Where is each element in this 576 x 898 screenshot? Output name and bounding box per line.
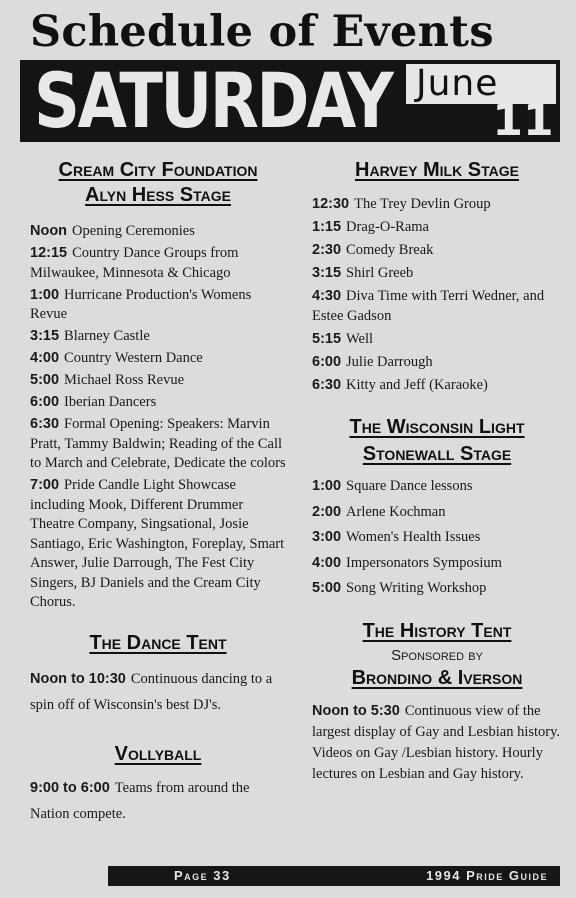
event-time: 4:30 (312, 288, 342, 304)
event-item (312, 353, 562, 373)
event-list (312, 195, 562, 395)
event-time: 5:00 (30, 372, 60, 388)
event-time: Noon to 10:30 (30, 670, 126, 687)
event-description: Country Western Dance (64, 350, 203, 366)
section-heading: Harvey Milk Stage (355, 159, 519, 181)
event-item (312, 554, 562, 574)
event-time: 6:30 (30, 416, 60, 432)
page-number: Page 33 (174, 868, 231, 883)
event-time: 2:30 (312, 242, 342, 258)
event-time: 4:00 (312, 554, 342, 571)
event-item (30, 327, 286, 347)
event-time: 4:00 (30, 350, 60, 366)
date-banner (20, 56, 560, 146)
event-item (30, 775, 286, 827)
event-description: The Trey Devlin Group (354, 196, 491, 212)
event-item (312, 264, 562, 284)
section-heading: The Dance Tent (89, 631, 227, 654)
event-item (312, 195, 562, 215)
event-time: 1:00 (312, 478, 342, 494)
event-time: 12:15 (30, 245, 68, 261)
event-description: Women's Health Issues (346, 529, 481, 545)
event-description: Michael Ross Revue (64, 372, 185, 388)
event-item (312, 330, 562, 350)
section-heading: The Wisconsin Light (349, 416, 525, 438)
event-description: Diva Time with Terri Wedner, and Estee Gadson (312, 288, 545, 324)
event-time: 2:00 (312, 503, 342, 520)
event-description: Comedy Break (346, 242, 434, 258)
event-description: Well (346, 330, 374, 347)
event-description: Impersonators Symposium (346, 554, 502, 571)
sponsored-by-label: Sponsored by (391, 646, 483, 664)
event-item (30, 244, 286, 283)
event-description: Song Writing Workshop (346, 580, 487, 596)
event-item (312, 503, 562, 523)
publication-name: 1994 Pride Guide (426, 868, 548, 883)
event-description: Drag-O-Rama (346, 219, 429, 235)
event-item (312, 477, 562, 497)
event-item (30, 222, 286, 242)
event-description: Formal Opening: Speakers: Marvin Pratt, Tammy Baldwin; Reading of the Call to March and Celebrate, Dedicate the colors (30, 416, 286, 471)
event-time: 5:15 (312, 330, 342, 347)
event-description: Shirl Greeb (346, 265, 414, 281)
page-footer (108, 866, 560, 886)
event-description: Kitty and Jeff (Karaoke) (346, 376, 488, 393)
event-time: 3:00 (312, 529, 342, 545)
event-time: Noon (30, 223, 68, 239)
event-time: 3:15 (30, 328, 60, 344)
event-description: Country Dance Groups from Milwaukee, Minnesota & Chicago (30, 245, 239, 281)
event-item (30, 393, 286, 413)
left-column (30, 158, 286, 827)
event-time: Noon to 5:30 (312, 702, 400, 719)
event-item (312, 376, 562, 396)
event-description: Continuous view of the largest display of Gay and Lesbian history. Videos on Gay /Lesbian history. Hourly lectures on Lesbian and Gay history. (312, 702, 561, 782)
section-heading: Cream City Foundation (58, 159, 258, 181)
event-time: 9:00 to 6:00 (30, 779, 110, 796)
event-description: Square Dance lessons (346, 478, 473, 494)
event-item (30, 371, 286, 391)
event-item (30, 286, 286, 325)
event-list (30, 222, 286, 613)
event-item (312, 528, 562, 548)
event-description: Teams from around the Nation compete. (30, 779, 250, 822)
event-time: 6:30 (312, 376, 342, 393)
sponsor-name: Brondino & Iverson (351, 666, 523, 689)
event-item (30, 476, 286, 613)
event-description: Blarney Castle (64, 328, 150, 344)
event-time: 12:30 (312, 196, 350, 212)
event-time: 5:00 (312, 580, 342, 596)
event-item (312, 241, 562, 261)
event-item (312, 287, 562, 326)
event-description: Opening Ceremonies (72, 223, 195, 239)
event-description: Arlene Kochman (346, 503, 446, 520)
event-item (312, 701, 562, 785)
event-description: Pride Candle Light Showcase including Mook, Different Drummer Theatre Company, Singsational, Josie Santiago, Eric Washington, Foreplay, Smart Answer, Julie Darrough, The Fest City Singers, BJ Daniels and the Cream City Chorus. (30, 477, 285, 610)
section-heading: Alyn Hess Stage (85, 184, 231, 206)
event-item (30, 415, 286, 474)
event-time: 7:00 (30, 477, 60, 493)
event-time: 1:15 (312, 219, 342, 235)
event-time: 1:00 (30, 286, 60, 303)
event-time: 3:15 (312, 265, 342, 281)
event-description: Continuous dancing to a spin off of Wisconsin's best DJ's. (30, 670, 273, 713)
event-item (312, 218, 562, 238)
day-of-week: SATURDAY (34, 56, 392, 145)
event-list (312, 477, 562, 599)
event-time: 6:00 (312, 353, 342, 370)
event-description: Julie Darrough (346, 353, 433, 370)
section-heading: Stonewall Stage (362, 443, 512, 465)
section-heading: Vollyball (114, 742, 202, 765)
section-heading: The History Tent (362, 619, 512, 642)
day-number: 11 (492, 95, 554, 146)
event-description: Iberian Dancers (64, 394, 157, 410)
page-title: Schedule of Events (30, 7, 494, 57)
event-description: Hurricane Production's Womens Revue (30, 286, 252, 322)
event-item (30, 666, 286, 718)
event-item (312, 579, 562, 599)
right-column (312, 158, 562, 785)
month-label: June (416, 63, 499, 104)
event-item (30, 349, 286, 369)
event-time: 6:00 (30, 394, 60, 410)
